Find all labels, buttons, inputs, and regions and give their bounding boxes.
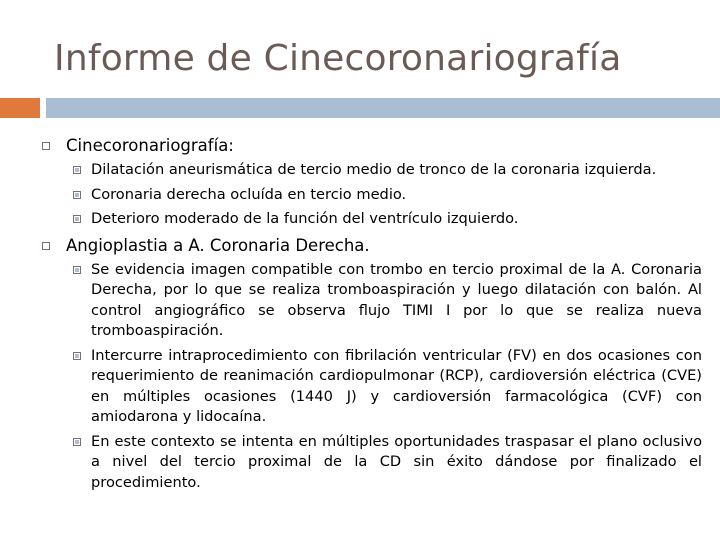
list-item: Intercurre intraprocedimiento con fibrilación ventricular (FV) en dos ocasiones con requerimiento de reanimación cardiopulmonar (RCP), cardioversión eléctrica (CVE) en múltiples ocasiones (1440 J) y cardioversión farmacológica (CVF) con amiodarona y lidocaína.: [40, 346, 702, 428]
square-bullet-icon: [73, 438, 81, 446]
section-heading: Cinecoronariografía:: [40, 136, 702, 156]
square-bullet-icon: [42, 142, 50, 150]
accent-bar-orange: [0, 98, 40, 118]
square-bullet-icon: [73, 266, 81, 274]
square-bullet-icon: [73, 191, 81, 199]
list-item: Deterioro moderado de la función del ventrículo izquierdo.: [40, 209, 702, 230]
square-bullet-icon: [42, 242, 50, 250]
list-item: Se evidencia imagen compatible con trombo en tercio proximal de la A. Coronaria Derecha, por lo que se realiza tromboaspiración y luego dilatación con balón. Al control angiográfico se observa flujo TIMI I por lo que se realiza nueva tromboaspiración.: [40, 260, 702, 342]
slide-title: Informe de Cinecoronariografía: [54, 38, 622, 79]
list-item: Coronaria derecha ocluída en tercio medio.: [40, 185, 702, 206]
slide-content: [40, 130, 702, 493]
square-bullet-icon: [73, 215, 81, 223]
list-item: En este contexto se intenta en múltiples oportunidades traspasar el plano oclusivo a nivel del tercio proximal de la CD sin éxito dándose por finalizado el procedimiento.: [40, 432, 702, 494]
square-bullet-icon: [73, 352, 81, 360]
section-heading: Angioplastia a A. Coronaria Derecha.: [40, 236, 702, 256]
accent-bar-blue: [46, 98, 720, 118]
square-bullet-icon: [73, 166, 81, 174]
list-item: Dilatación aneurismática de tercio medio de tronco de la coronaria izquierda.: [40, 160, 702, 181]
